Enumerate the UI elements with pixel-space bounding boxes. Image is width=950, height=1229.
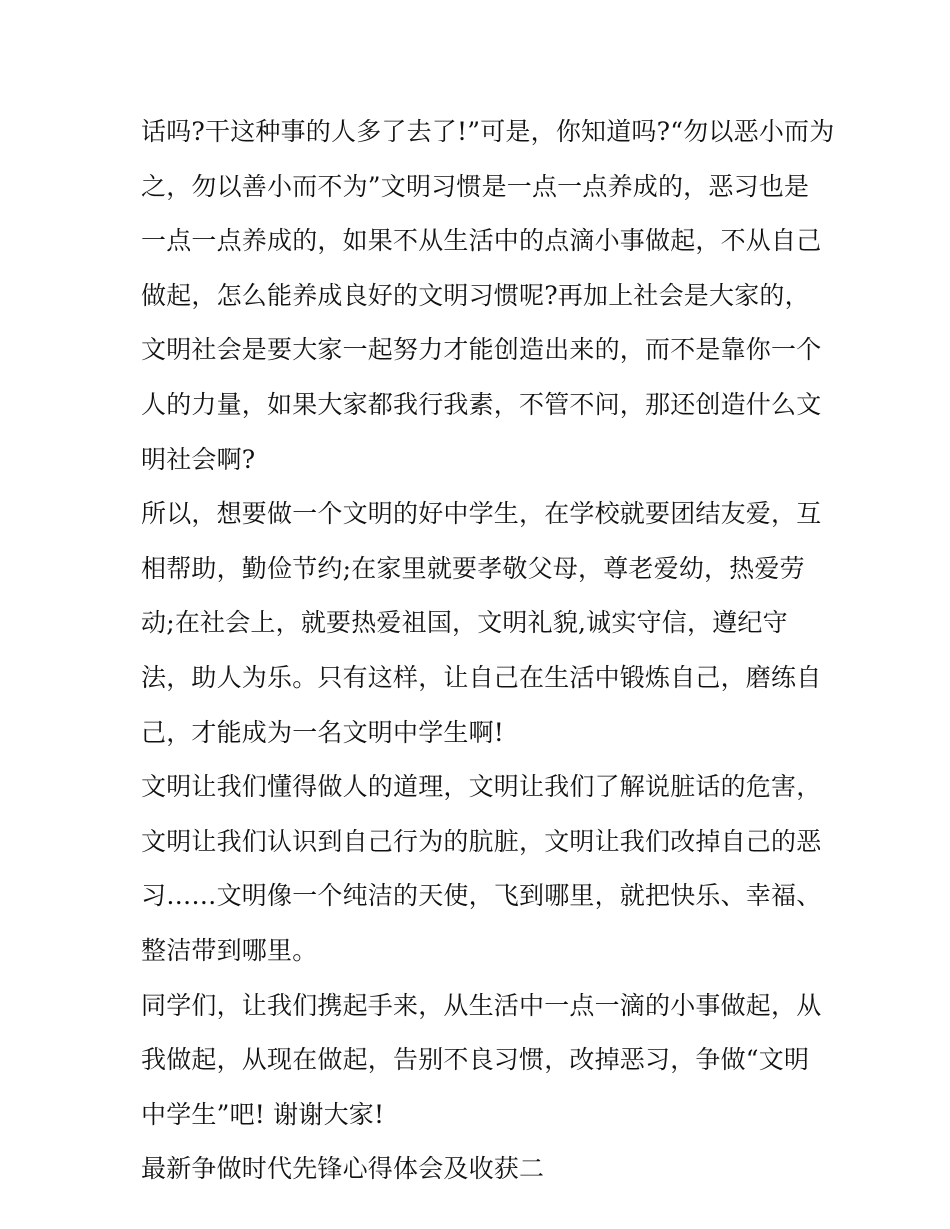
text-line: 文明社会是要大家一起努力才能创造出来的，而不是靠你一个: [141, 335, 822, 365]
text-line: 中学生”吧! 谢谢大家!: [141, 1099, 385, 1129]
text-line: 我做起，从现在做起，告别不良习惯，改掉恶习，争做“文明: [141, 1045, 810, 1075]
text-line: 相帮助，勤俭节约;在家里就要孝敬父母，尊老爱幼，热爱劳: [141, 553, 805, 583]
text-line: 文明让我们懂得做人的道理，文明让我们了解说脏话的危害，: [141, 772, 822, 802]
text-line: 人的力量，如果大家都我行我素，不管不问，那还创造什么文: [141, 389, 822, 419]
text-line: 整洁带到哪里。: [141, 935, 318, 965]
text-line: 做起，怎么能养成良好的文明习惯呢?再加上社会是大家的，: [141, 280, 810, 310]
text-line: 文明让我们认识到自己行为的肮脏，文明让我们改掉自己的恶: [141, 826, 822, 856]
document-body: [141, 105, 835, 1197]
text-line: 一点一点养成的，如果不从生活中的点滴小事做起，不从自己: [141, 226, 822, 256]
text-line: 法，助人为乐。只有这样，让自己在生活中锻炼自己，磨练自: [141, 662, 822, 692]
text-line: 所以，想要做一个文明的好中学生，在学校就要团结友爱，互: [141, 499, 822, 529]
text-line: 话吗?干这种事的人多了去了!”可是，你知道吗?“勿以恶小而为: [141, 117, 835, 146]
section-heading: 最新争做时代先锋心得体会及收获二: [141, 1154, 545, 1184]
text-line: 己，才能成为一名文明中学生啊!: [141, 717, 505, 747]
text-line: 之，勿以善小而不为”文明习惯是一点一点养成的，恶习也是: [141, 171, 810, 201]
text-line: 同学们，让我们携起手来，从生活中一点一滴的小事做起，从: [141, 990, 822, 1020]
text-line: 明社会啊?: [141, 444, 256, 474]
text-line: 动;在社会上，就要热爱祖国，文明礼貌,诚实守信，遵纪守: [141, 608, 788, 638]
text-line: 习……文明像一个纯洁的天使，飞到哪里，就把快乐、幸福、: [141, 881, 822, 911]
